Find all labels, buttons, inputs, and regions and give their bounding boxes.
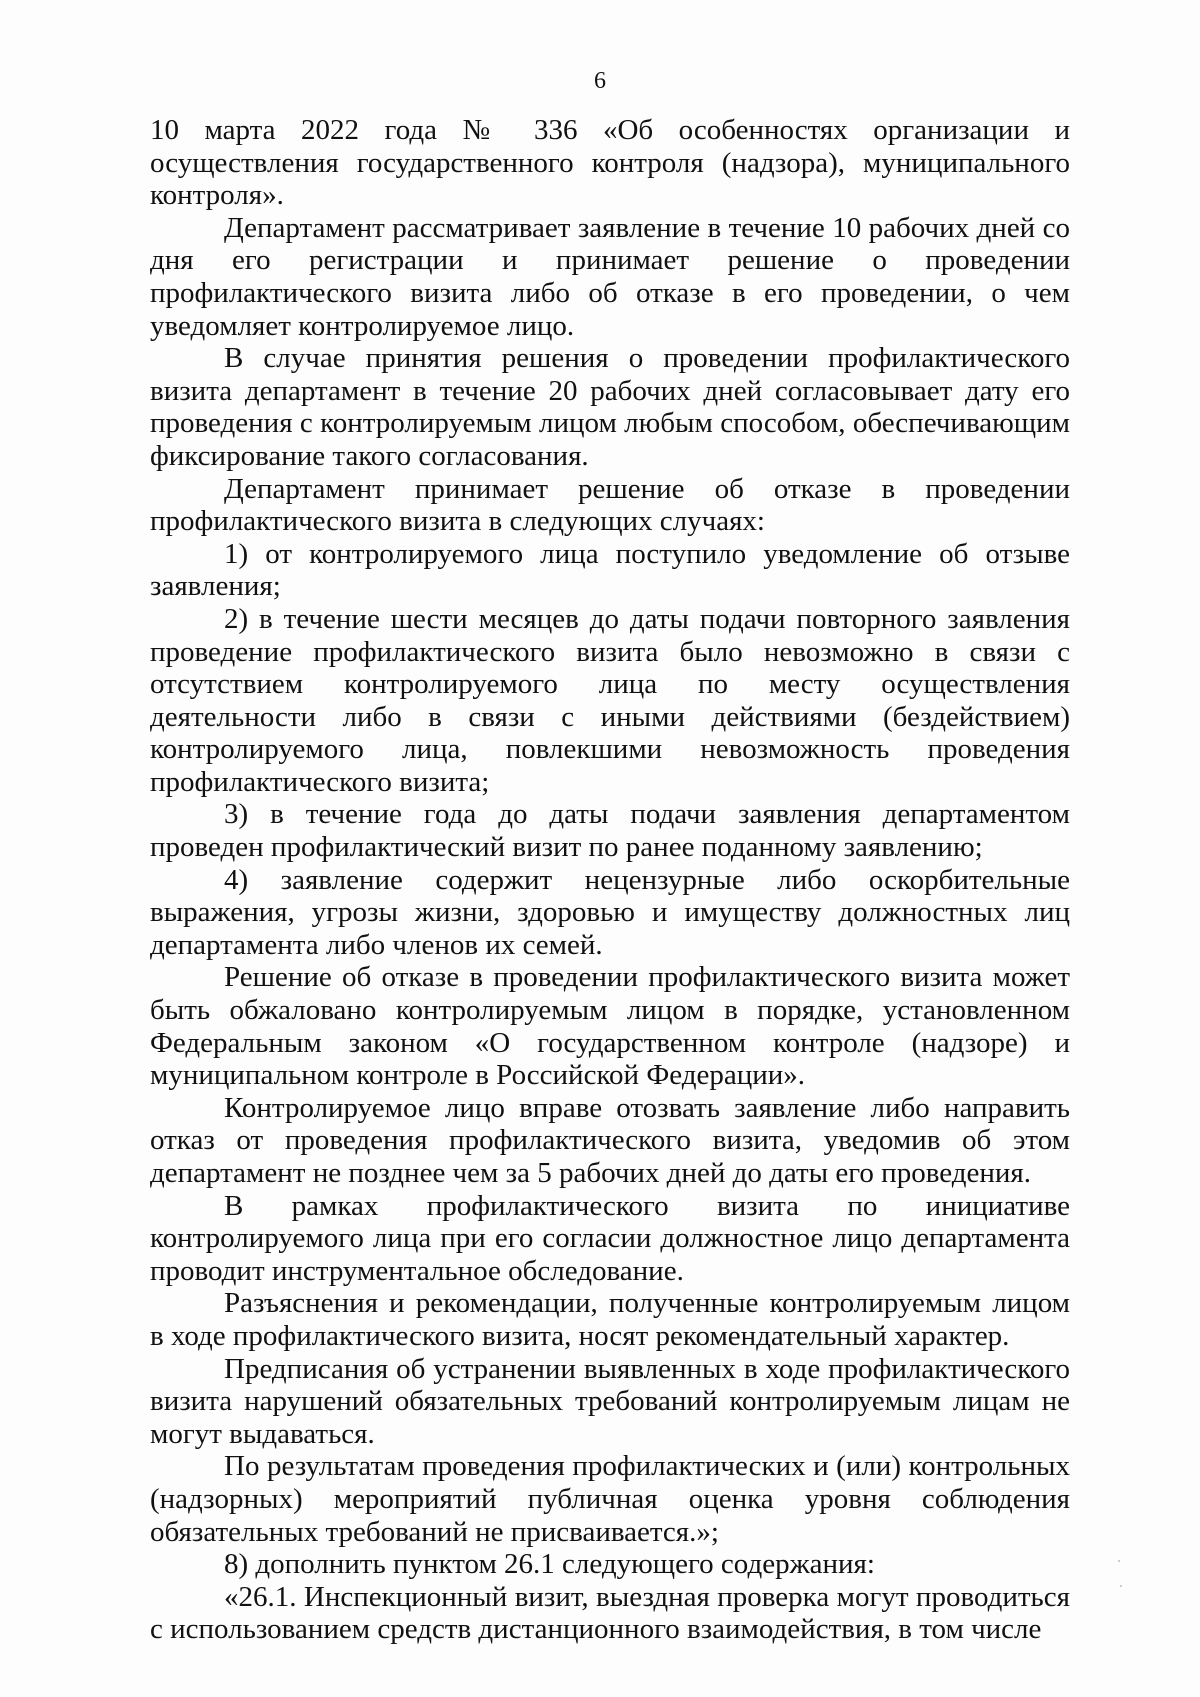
paragraph: Департамент принимает решение об отказе в проведении профилактического визита в следующих случаях: bbox=[150, 472, 1070, 538]
amendment-item: 8) дополнить пунктом 26.1 следующего содержания: bbox=[224, 1548, 875, 1581]
paragraph: Предписания об устранении выявленных в ходе профилактического визита нарушений обязательных требований контролируемым лицам не могут выдаваться. bbox=[150, 1352, 1070, 1450]
paragraph: В случае принятия решения о проведении профилактического визита департамент в течение 20 рабочих дней согласовывает дату его проведения с контролируемым лицом любым способом, обеспечивающим фиксирование такого согласования. bbox=[150, 342, 1070, 472]
paragraph: Контролируемое лицо вправе отозвать заявление либо направить отказ от проведения профилактического визита, уведомив об этом департамент не позднее чем за 5 рабочих дней до даты его проведения. bbox=[150, 1091, 1070, 1189]
paragraph-continuation: 10 марта 2022 года № 336 «Об особенностях организации и осуществления государственного контроля (надзора), муниципального контроля». bbox=[150, 114, 1070, 212]
list-item: 1) от контролируемого лица поступило уведомление об отзыве заявления; bbox=[150, 537, 1070, 603]
list-item: 4) заявление содержит нецензурные либо оскорбительные выражения, угрозы жизни, здоровью и имуществу должностных лиц департамента либо членов их семей. bbox=[150, 863, 1070, 961]
paragraph: Департамент рассматривает заявление в течение 10 рабочих дней со дня его регистрации и принимает решение о проведении профилактического визита либо об отказе в его проведении, о чем уведомляет контролируемое лицо. bbox=[150, 211, 1070, 342]
page-number: 6 bbox=[594, 68, 606, 94]
paragraph: По результатам проведения профилактических и (или) контрольных (надзорных) мероприятий публичная оценка уровня соблюдения обязательных требований не присваивается.»; bbox=[150, 1450, 1070, 1548]
paragraph: Разъяснения и рекомендации, полученные контролируемым лицом в ходе профилактического визита, носят рекомендательный характер. bbox=[150, 1287, 1070, 1352]
paragraph: В рамках профилактического визита по инициативе контролируемого лица при его согласии должностное лицо департамента проводит инструментальное обследование. bbox=[150, 1189, 1070, 1287]
document-body bbox=[150, 114, 1070, 1646]
paragraph: Решение об отказе в проведении профилактического визита может быть обжаловано контролируемым лицом в порядке, установленном Федеральным законом «О государственном контроле (надзоре) и муниципальном контроле в Российской Федерации». bbox=[150, 961, 1070, 1092]
list-item: 3) в течение года до даты подачи заявления департаментом проведен профилактический визит по ранее поданному заявлению; bbox=[150, 798, 1070, 864]
scan-artifact bbox=[1120, 1585, 1122, 1587]
quoted-clause: «26.1. Инспекционный визит, выездная проверка могут проводиться с использованием средств дистанционного взаимодействия, в том числе bbox=[150, 1580, 1070, 1646]
list-item: 2) в течение шести месяцев до даты подачи повторного заявления проведение профилактического визита было невозможно в связи с отсутствием контролируемого лица по месту осуществления деятельности либо в связи с иными действиями (бездействием) контролируемого лица, повлекшими невозможность проведения профилактического визита; bbox=[150, 602, 1070, 798]
scan-artifact bbox=[1118, 1560, 1120, 1562]
